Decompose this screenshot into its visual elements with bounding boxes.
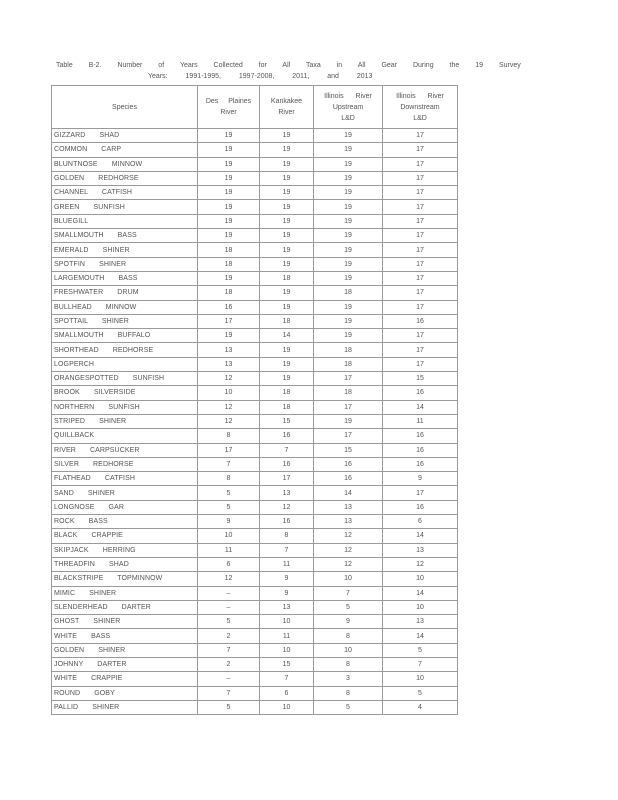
downstream-cell: 16 [383, 386, 458, 400]
des-plaines-cell: 16 [198, 300, 260, 314]
species-cell: SAND SHINER [52, 486, 198, 500]
des-plaines-cell: 8 [198, 472, 260, 486]
downstream-cell: 15 [383, 372, 458, 386]
species-cell: SMALLMOUTH BASS [52, 229, 198, 243]
species-cell: SLENDERHEAD DARTER [52, 600, 198, 614]
kankakee-cell: 13 [260, 486, 314, 500]
upstream-cell: 13 [314, 515, 383, 529]
des-plaines-cell: 17 [198, 443, 260, 457]
table-row [52, 572, 458, 586]
kankakee-cell: 10 [260, 615, 314, 629]
downstream-cell: 17 [383, 243, 458, 257]
upstream-cell: 17 [314, 429, 383, 443]
species-cell: CHANNEL CATFISH [52, 186, 198, 200]
kankakee-cell: 6 [260, 686, 314, 700]
downstream-cell: 17 [383, 357, 458, 371]
downstream-cell: 12 [383, 557, 458, 571]
table-row [52, 386, 458, 400]
upstream-cell: 16 [314, 472, 383, 486]
table-row [52, 157, 458, 171]
species-cell: BLUEGILL [52, 214, 198, 228]
downstream-cell: 16 [383, 443, 458, 457]
table-row [52, 472, 458, 486]
des-plaines-cell: 8 [198, 429, 260, 443]
table-row [52, 672, 458, 686]
kankakee-cell: 16 [260, 457, 314, 471]
downstream-cell: 16 [383, 429, 458, 443]
kankakee-cell: 19 [260, 214, 314, 228]
kankakee-cell: 19 [260, 243, 314, 257]
des-plaines-cell: 12 [198, 372, 260, 386]
table-row [52, 186, 458, 200]
upstream-cell: 10 [314, 572, 383, 586]
species-cell: PALLID SHINER [52, 700, 198, 714]
upstream-cell: 18 [314, 343, 383, 357]
des-plaines-cell: – [198, 672, 260, 686]
des-plaines-cell: 19 [198, 129, 260, 143]
table-row [52, 443, 458, 457]
upstream-cell: 3 [314, 672, 383, 686]
table-row [52, 329, 458, 343]
table-row [52, 400, 458, 414]
table-caption [56, 60, 521, 82]
upstream-cell: 19 [314, 129, 383, 143]
downstream-cell: 14 [383, 629, 458, 643]
species-cell: MIMIC SHINER [52, 586, 198, 600]
upstream-cell: 8 [314, 629, 383, 643]
upstream-cell: 19 [314, 143, 383, 157]
kankakee-cell: 19 [260, 186, 314, 200]
table-row [52, 314, 458, 328]
des-plaines-cell: 6 [198, 557, 260, 571]
taxa-years-table [51, 85, 458, 715]
header-upstream-line3: L&D [341, 114, 355, 122]
header-species-label: Species [112, 103, 137, 111]
species-cell: JOHNNY DARTER [52, 657, 198, 671]
table-row [52, 414, 458, 428]
species-cell: GIZZARD SHAD [52, 129, 198, 143]
des-plaines-cell: 7 [198, 457, 260, 471]
downstream-cell: 6 [383, 515, 458, 529]
des-plaines-cell: 19 [198, 171, 260, 185]
upstream-cell: 19 [314, 157, 383, 171]
downstream-cell: 17 [383, 271, 458, 285]
upstream-cell: 16 [314, 457, 383, 471]
upstream-cell: 17 [314, 372, 383, 386]
upstream-cell: 8 [314, 657, 383, 671]
species-cell: SPOTTAIL SHINER [52, 314, 198, 328]
upstream-cell: 12 [314, 557, 383, 571]
table-row [52, 243, 458, 257]
species-cell: ROCK BASS [52, 515, 198, 529]
table-row [52, 229, 458, 243]
upstream-cell: 19 [314, 243, 383, 257]
downstream-cell: 14 [383, 586, 458, 600]
upstream-cell: 19 [314, 229, 383, 243]
des-plaines-cell: – [198, 586, 260, 600]
des-plaines-cell: 19 [198, 329, 260, 343]
species-cell: BLACK CRAPPIE [52, 529, 198, 543]
kankakee-cell: 15 [260, 414, 314, 428]
header-species [52, 86, 198, 129]
species-cell: LOGPERCH [52, 357, 198, 371]
header-upstream-line2: Upstream [332, 103, 364, 111]
des-plaines-cell: 7 [198, 643, 260, 657]
downstream-cell: 5 [383, 643, 458, 657]
kankakee-cell: 19 [260, 157, 314, 171]
des-plaines-cell: 18 [198, 286, 260, 300]
table-row [52, 129, 458, 143]
downstream-cell: 16 [383, 500, 458, 514]
kankakee-cell: 11 [260, 629, 314, 643]
table-row [52, 500, 458, 514]
species-cell: LARGEMOUTH BASS [52, 271, 198, 285]
downstream-cell: 17 [383, 129, 458, 143]
downstream-cell: 13 [383, 543, 458, 557]
kankakee-cell: 15 [260, 657, 314, 671]
species-cell: THREADFIN SHAD [52, 557, 198, 571]
des-plaines-cell: 12 [198, 400, 260, 414]
species-cell: GHOST SHINER [52, 615, 198, 629]
des-plaines-cell: 18 [198, 257, 260, 271]
downstream-cell: 17 [383, 157, 458, 171]
header-row [52, 86, 458, 129]
upstream-cell: 19 [314, 271, 383, 285]
species-cell: SMALLMOUTH BUFFALO [52, 329, 198, 343]
kankakee-cell: 9 [260, 586, 314, 600]
kankakee-cell: 16 [260, 429, 314, 443]
downstream-cell: 16 [383, 314, 458, 328]
table-row [52, 486, 458, 500]
upstream-cell: 19 [314, 186, 383, 200]
kankakee-cell: 19 [260, 143, 314, 157]
des-plaines-cell: 12 [198, 572, 260, 586]
downstream-cell: 10 [383, 572, 458, 586]
header-des-plaines [198, 86, 260, 129]
header-kankakee-line1: Kankakee [270, 98, 303, 105]
upstream-cell: 17 [314, 400, 383, 414]
kankakee-cell: 8 [260, 529, 314, 543]
header-downstream-line2: Downstream [400, 103, 440, 111]
des-plaines-cell: 5 [198, 486, 260, 500]
des-plaines-cell: 19 [198, 143, 260, 157]
des-plaines-cell: – [198, 600, 260, 614]
des-plaines-cell: 19 [198, 157, 260, 171]
des-plaines-cell: 7 [198, 686, 260, 700]
upstream-cell: 5 [314, 600, 383, 614]
upstream-cell: 13 [314, 500, 383, 514]
kankakee-cell: 19 [260, 200, 314, 214]
table-row [52, 372, 458, 386]
kankakee-cell: 18 [260, 386, 314, 400]
upstream-cell: 19 [314, 314, 383, 328]
kankakee-cell: 12 [260, 500, 314, 514]
upstream-cell: 8 [314, 686, 383, 700]
des-plaines-cell: 10 [198, 386, 260, 400]
downstream-cell: 16 [383, 457, 458, 471]
des-plaines-cell: 19 [198, 200, 260, 214]
kankakee-cell: 7 [260, 672, 314, 686]
table-row [52, 257, 458, 271]
kankakee-cell: 19 [260, 343, 314, 357]
downstream-cell: 14 [383, 529, 458, 543]
upstream-cell: 18 [314, 286, 383, 300]
des-plaines-cell: 5 [198, 615, 260, 629]
des-plaines-cell: 18 [198, 243, 260, 257]
species-cell: FRESHWATER DRUM [52, 286, 198, 300]
downstream-cell: 17 [383, 343, 458, 357]
des-plaines-cell: 9 [198, 515, 260, 529]
des-plaines-cell: 5 [198, 700, 260, 714]
kankakee-cell: 19 [260, 229, 314, 243]
table-row [52, 171, 458, 185]
des-plaines-cell: 19 [198, 214, 260, 228]
table-row [52, 343, 458, 357]
header-des-plaines-line1: Des Plaines [205, 98, 252, 105]
upstream-cell: 19 [314, 257, 383, 271]
des-plaines-cell: 2 [198, 629, 260, 643]
header-kankakee [260, 86, 314, 129]
table-row [52, 615, 458, 629]
table-row [52, 529, 458, 543]
upstream-cell: 12 [314, 529, 383, 543]
kankakee-cell: 9 [260, 572, 314, 586]
species-cell: SHORTHEAD REDHORSE [52, 343, 198, 357]
table-row [52, 686, 458, 700]
table-row [52, 457, 458, 471]
species-cell: BLUNTNOSE MINNOW [52, 157, 198, 171]
des-plaines-cell: 19 [198, 229, 260, 243]
downstream-cell: 17 [383, 300, 458, 314]
species-cell: GOLDEN SHINER [52, 643, 198, 657]
species-cell: ORANGESPOTTED SUNFISH [52, 372, 198, 386]
species-cell: EMERALD SHINER [52, 243, 198, 257]
upstream-cell: 12 [314, 543, 383, 557]
header-des-plaines-line2: River [220, 109, 237, 116]
kankakee-cell: 19 [260, 286, 314, 300]
upstream-cell: 19 [314, 300, 383, 314]
des-plaines-cell: 11 [198, 543, 260, 557]
species-cell: COMMON CARP [52, 143, 198, 157]
table-row [52, 700, 458, 714]
header-upstream [314, 86, 383, 129]
table-row [52, 629, 458, 643]
downstream-cell: 4 [383, 700, 458, 714]
species-cell: SKIPJACK HERRING [52, 543, 198, 557]
kankakee-cell: 18 [260, 314, 314, 328]
des-plaines-cell: 5 [198, 500, 260, 514]
downstream-cell: 17 [383, 214, 458, 228]
downstream-cell: 11 [383, 414, 458, 428]
des-plaines-cell: 2 [198, 657, 260, 671]
kankakee-cell: 19 [260, 129, 314, 143]
species-cell: BLACKSTRIPE TOPMINNOW [52, 572, 198, 586]
kankakee-cell: 7 [260, 443, 314, 457]
kankakee-cell: 18 [260, 271, 314, 285]
header-downstream [383, 86, 458, 129]
kankakee-cell: 19 [260, 257, 314, 271]
species-cell: BULLHEAD MINNOW [52, 300, 198, 314]
kankakee-cell: 10 [260, 643, 314, 657]
kankakee-cell: 7 [260, 543, 314, 557]
downstream-cell: 17 [383, 229, 458, 243]
kankakee-cell: 16 [260, 515, 314, 529]
upstream-cell: 18 [314, 357, 383, 371]
downstream-cell: 17 [383, 286, 458, 300]
kankakee-cell: 19 [260, 372, 314, 386]
species-cell: QUILLBACK [52, 429, 198, 443]
species-cell: FLATHEAD CATFISH [52, 472, 198, 486]
table-row [52, 586, 458, 600]
species-cell: WHITE BASS [52, 629, 198, 643]
table-row [52, 643, 458, 657]
des-plaines-cell: 12 [198, 414, 260, 428]
species-cell: NORTHERN SUNFISH [52, 400, 198, 414]
des-plaines-cell: 19 [198, 186, 260, 200]
kankakee-cell: 11 [260, 557, 314, 571]
des-plaines-cell: 13 [198, 343, 260, 357]
table-row [52, 543, 458, 557]
upstream-cell: 19 [314, 414, 383, 428]
caption-line-2: Years: 1991-1995, 1997-2008, 2011, and 2013 [148, 73, 373, 80]
kankakee-cell: 13 [260, 600, 314, 614]
table-row [52, 600, 458, 614]
table-row [52, 657, 458, 671]
upstream-cell: 19 [314, 171, 383, 185]
des-plaines-cell: 13 [198, 357, 260, 371]
upstream-cell: 19 [314, 214, 383, 228]
kankakee-cell: 19 [260, 300, 314, 314]
table-body [52, 129, 458, 715]
upstream-cell: 18 [314, 386, 383, 400]
species-cell: BROOK SILVERSIDE [52, 386, 198, 400]
species-cell: WHITE CRAPPIE [52, 672, 198, 686]
species-cell: ROUND GOBY [52, 686, 198, 700]
downstream-cell: 17 [383, 329, 458, 343]
downstream-cell: 17 [383, 186, 458, 200]
downstream-cell: 17 [383, 171, 458, 185]
kankakee-cell: 19 [260, 171, 314, 185]
table-row [52, 429, 458, 443]
caption-line-1: Table B-2. Number of Years Collected for All Taxa in All Gear During the 19 Survey [56, 62, 521, 69]
downstream-cell: 9 [383, 472, 458, 486]
table-row [52, 271, 458, 285]
species-cell: SILVER REDHORSE [52, 457, 198, 471]
species-cell: SPOTFIN SHINER [52, 257, 198, 271]
species-cell: GREEN SUNFISH [52, 200, 198, 214]
downstream-cell: 17 [383, 486, 458, 500]
des-plaines-cell: 10 [198, 529, 260, 543]
downstream-cell: 10 [383, 672, 458, 686]
kankakee-cell: 17 [260, 472, 314, 486]
downstream-cell: 5 [383, 686, 458, 700]
kankakee-cell: 10 [260, 700, 314, 714]
downstream-cell: 14 [383, 400, 458, 414]
downstream-cell: 7 [383, 657, 458, 671]
downstream-cell: 10 [383, 600, 458, 614]
upstream-cell: 10 [314, 643, 383, 657]
header-downstream-line3: L&D [413, 114, 427, 122]
upstream-cell: 19 [314, 200, 383, 214]
downstream-cell: 17 [383, 200, 458, 214]
table-row [52, 300, 458, 314]
header-kankakee-line2: River [278, 109, 295, 116]
upstream-cell: 9 [314, 615, 383, 629]
table-row [52, 143, 458, 157]
upstream-cell: 15 [314, 443, 383, 457]
species-cell: RIVER CARPSUCKER [52, 443, 198, 457]
kankakee-cell: 18 [260, 400, 314, 414]
table-row [52, 214, 458, 228]
kankakee-cell: 14 [260, 329, 314, 343]
table-row [52, 557, 458, 571]
table-row [52, 357, 458, 371]
table-row [52, 515, 458, 529]
upstream-cell: 19 [314, 329, 383, 343]
species-cell: STRIPED SHINER [52, 414, 198, 428]
downstream-cell: 17 [383, 143, 458, 157]
table-row [52, 200, 458, 214]
upstream-cell: 14 [314, 486, 383, 500]
upstream-cell: 7 [314, 586, 383, 600]
kankakee-cell: 19 [260, 357, 314, 371]
des-plaines-cell: 19 [198, 271, 260, 285]
downstream-cell: 13 [383, 615, 458, 629]
upstream-cell: 5 [314, 700, 383, 714]
species-cell: LONGNOSE GAR [52, 500, 198, 514]
downstream-cell: 17 [383, 257, 458, 271]
header-upstream-line1: Illinois River [324, 92, 372, 100]
des-plaines-cell: 17 [198, 314, 260, 328]
table-row [52, 286, 458, 300]
header-downstream-line1: Illinois River [396, 92, 444, 100]
species-cell: GOLDEN REDHORSE [52, 171, 198, 185]
